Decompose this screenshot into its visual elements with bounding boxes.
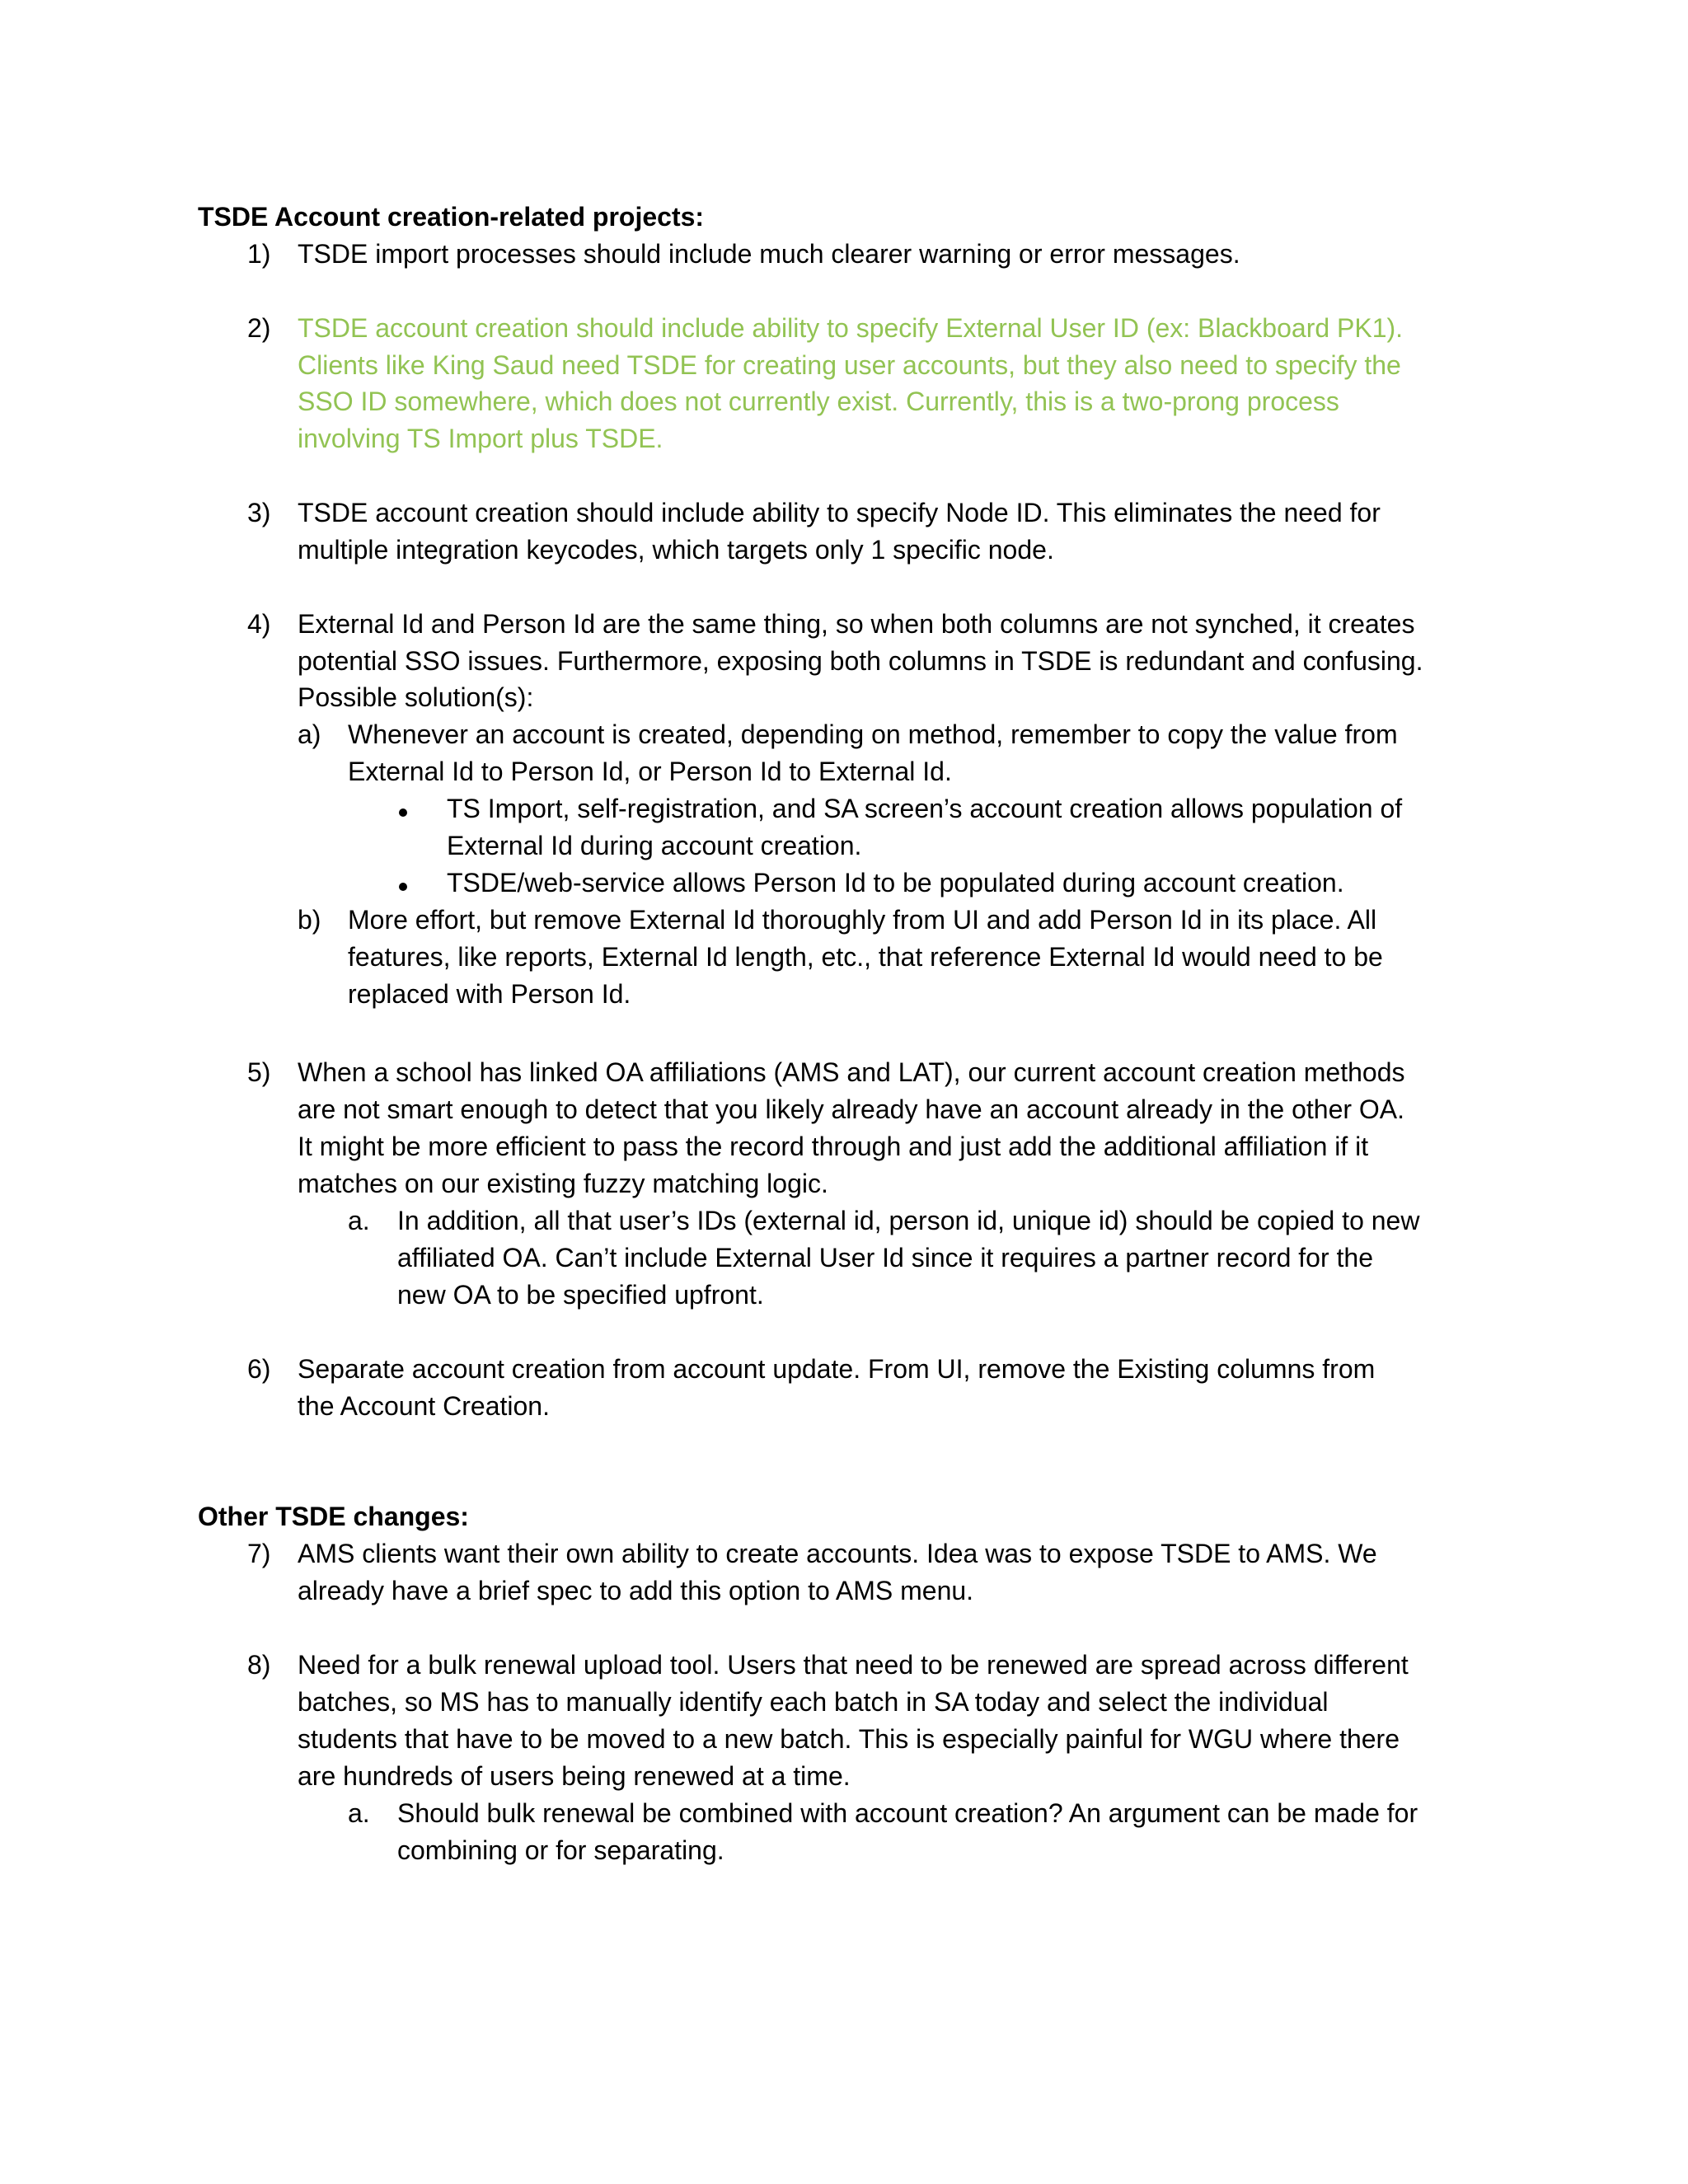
item-5-line: are not smart enough to detect that you likely already have an account already in the other OA. <box>298 1094 1405 1124</box>
item-6-line: Separate account creation from account update. From UI, remove the Existing columns from <box>298 1354 1376 1384</box>
item-marker-2: 2) <box>247 313 271 343</box>
item-5-line: matches on our existing fuzzy matching logic. <box>298 1169 828 1198</box>
item-marker-6: 6) <box>247 1354 271 1384</box>
item-4-line: External Id and Person Id are the same thing, so when both columns are not synched, it creates <box>298 609 1415 639</box>
item-marker-5: 5) <box>247 1057 271 1087</box>
item-2-line: SSO ID somewhere, which does not currently exist. Currently, this is a two-prong process <box>298 387 1339 416</box>
subitem-5a-line: new OA to be specified upfront. <box>397 1280 764 1310</box>
subitem-marker-4b: b) <box>298 905 321 935</box>
item-2-line: TSDE account creation should include ability to specify External User ID (ex: Blackboard PK1). <box>298 313 1404 343</box>
subitem-4b-line: replaced with Person Id. <box>348 979 631 1009</box>
item-7-line: already have a brief spec to add this option to AMS menu. <box>298 1576 974 1605</box>
subitem-4a-line: Whenever an account is created, depending on method, remember to copy the value from <box>348 719 1398 749</box>
item-5-line: When a school has linked OA affiliations (AMS and LAT), our current account creation methods <box>298 1057 1405 1087</box>
section-heading-account-creation: TSDE Account creation-related projects: <box>198 202 705 232</box>
subitem-5a-line: In addition, all that user’s IDs (external id, person id, unique id) should be copied to new <box>397 1206 1420 1235</box>
bullet-icon <box>399 808 407 817</box>
item-8-line: Need for a bulk renewal upload tool. Users that need to be renewed are spread across different <box>298 1650 1409 1680</box>
bullet-line: TSDE/web-service allows Person Id to be populated during account creation. <box>447 868 1344 898</box>
item-3-line: multiple integration keycodes, which targets only 1 specific node. <box>298 535 1054 565</box>
bullet-icon <box>399 883 407 891</box>
item-marker-7: 7) <box>247 1539 271 1568</box>
item-2-line: involving TS Import plus TSDE. <box>298 424 663 453</box>
item-4-line: potential SSO issues. Furthermore, exposing both columns in TSDE is redundant and confusing. <box>298 646 1423 676</box>
subitem-4b-line: More effort, but remove External Id thoroughly from UI and add Person Id in its place. All <box>348 905 1377 935</box>
item-2-line: Clients like King Saud need TSDE for creating user accounts, but they also need to specify the <box>298 350 1401 380</box>
subitem-4a-line: External Id to Person Id, or Person Id to External Id. <box>348 757 952 786</box>
item-1-line: TSDE import processes should include much clearer warning or error messages. <box>298 239 1240 269</box>
item-3-line: TSDE account creation should include ability to specify Node ID. This eliminates the need for <box>298 498 1381 527</box>
item-marker-4: 4) <box>247 609 271 639</box>
item-6-line: the Account Creation. <box>298 1391 550 1421</box>
subitem-marker-5a: a. <box>348 1206 370 1235</box>
subitem-marker-4a: a) <box>298 719 321 749</box>
subitem-marker-8a: a. <box>348 1798 370 1828</box>
bullet-line: TS Import, self-registration, and SA screen’s account creation allows population of <box>447 794 1403 823</box>
bullet-line: External Id during account creation. <box>447 831 862 860</box>
subitem-4b-line: features, like reports, External Id length, etc., that reference External Id would need to be <box>348 942 1383 972</box>
subitem-8a-line: combining or for separating. <box>397 1835 724 1865</box>
item-8-line: are hundreds of users being renewed at a time. <box>298 1761 851 1791</box>
item-marker-3: 3) <box>247 498 271 527</box>
item-4-line: Possible solution(s): <box>298 682 534 712</box>
subitem-5a-line: affiliated OA. Can’t include External User Id since it requires a partner record for the <box>397 1243 1373 1272</box>
subitem-8a-line: Should bulk renewal be combined with account creation? An argument can be made for <box>397 1798 1418 1828</box>
item-5-line: It might be more efficient to pass the record through and just add the additional affiliation if it <box>298 1132 1369 1161</box>
item-marker-1: 1) <box>247 239 271 269</box>
item-marker-8: 8) <box>247 1650 271 1680</box>
section-heading-other-changes: Other TSDE changes: <box>198 1502 469 1531</box>
item-8-line: batches, so MS has to manually identify each batch in SA today and select the individual <box>298 1687 1329 1717</box>
item-8-line: students that have to be moved to a new batch. This is especially painful for WGU where there <box>298 1724 1400 1754</box>
item-7-line: AMS clients want their own ability to create accounts. Idea was to expose TSDE to AMS. We <box>298 1539 1377 1568</box>
